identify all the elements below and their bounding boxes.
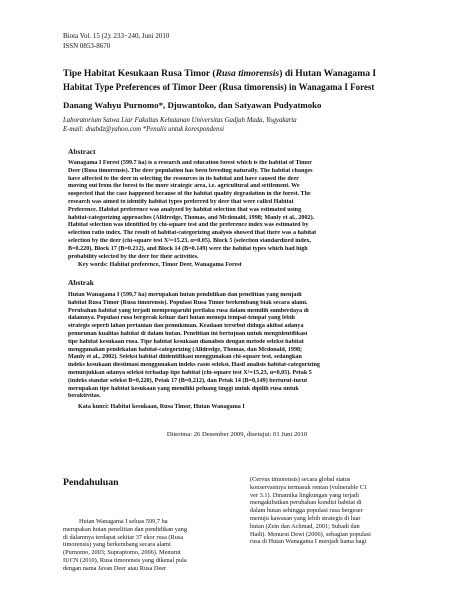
intro-line: menuju kawasan yang lebih strategis di luar [250,514,361,522]
intro-line: Hutan Wanagama I seluas 599,7 ha [79,518,168,525]
abstract-line: moving out from the forest to the more strategic area, i.e. agricultural and settlement. We [68,183,300,190]
intro-line: ver 3.1). Dinamika lingkungan yang terjadi [250,491,359,499]
paper-title-english: Habitat Type Preferences of Timor Deer (Rusa timorensis) in Wanagama I Forest [63,82,375,92]
abstract-line: B=0.220), Block 17 (B=0.212), and Block 14 (B=0.149) were the habitat types which had high [68,245,308,252]
kata-kunci-text: Habitat kesukaan, Rusa Timor, Hutan Wanagama I [110,404,245,410]
abstrak-body [68,292,418,401]
abstrak-line: dalamnya. Populasi rusa bergerak keluar dari hutan menuju tempat-tempat yang lebih [68,315,295,322]
abstract-line: selection ratio index. The result of habitat-categorizing analysis showed that there was a habitat [68,230,317,237]
abstrak-line: menunjukkan adanya seleksi terhadap tipe habitat (chi-square test X²=15,23, α=0,05). Petak 5 [68,369,312,376]
journal-citation: Biota Vol. 15 (2): 233−240, Juni 2010 [63,32,170,40]
abstract-line: Wanagama I Forest (599.7 ha) is a research and education forest which is the habitat of Timor [68,160,312,166]
abstract-line: selection by the deer (chi-square test X²=15.23, α=0.05). Block 5 (selection standardized index, [68,237,311,244]
introduction-heading: Pendahuluan [63,477,119,488]
intro-line: di dalamnya terdapat sekitar 37 ekor rusa (Rusa [63,533,184,541]
intro-line: rusa di Hutan Wanagama I menjadi hama bagi [250,538,367,546]
abstract-line: habitat-categorizing approaches (Alldredge, Thomas, and Mcdonald, 1998; Manly et al., 2002). [68,214,315,221]
title-prefix: Tipe Habitat Kesukaan Rusa Timor ( [63,68,216,79]
intro-line: (Purnomo, 2003; Supraptomo, 2006). Menurut [63,549,181,557]
intro-line: dalam hutan sehingga populasi rusa bergeser [250,507,363,515]
abstract-line: have affected to the deer in selecting the resources in its habitat and have caused the deer [68,175,299,182]
intro-line: merupakan hutan penelitian dan pendidikan yang [63,525,187,533]
received-accepted-dates: Diterima: 26 Desember 2009, disetujui: 01 Juni 2010 [166,431,308,438]
abstract-heading: Abstract [68,147,96,156]
intro-right-column [250,476,430,546]
title-suffix: ) di Hutan Wanagama I [279,68,377,79]
abstrak-line: merupakan tipe habitat kesukaan yang memiliki peluang tinggi untuk dipilih rusa untuk [68,385,299,392]
intro-line: timorensis) yang berkembang secara alami [63,541,171,549]
paper-authors: Danang Wahyu Purnomo*, Djuwantoko, dan Satyawan Pudyatmoko [63,100,322,110]
abstract-line: Habitat selection was identified by chi-square test and the preference index was estimated by [68,222,309,229]
intro-line: konservasinya termasuk rentan (vulnerable C1 [250,483,368,491]
abstrak-line: Manly et al., 2002). Seleksi habitat diidentifikasi menggunakan chi-square test, sedangkan [68,354,302,361]
paper-title [63,68,423,80]
abstrak-line: (indeks standar seleksi B=0,220), Petak 17 (B=0,212), dan Petak 14 (B=0,149) berturut-turut [68,377,308,384]
intro-line: (Cervus timorensis) secara global status [250,476,351,483]
intro-left-column [63,518,243,573]
abstract-line: probability selected by the deer for their activities. [68,253,199,260]
intro-line: Hadi). Menurut Dewi (2006), sebagian populasi [250,530,371,538]
kata-kunci-label: Kata kunci: [78,404,109,410]
keywords-label: Key words: [78,262,108,268]
intro-line: mengakibatkan perubahan kondisi habitat di [250,499,362,507]
abstrak-line: penurunan kualitas habitat di dalam hutan. Penelitian ini bertujuan untuk mengidentifikasi [68,330,308,337]
abstract-body [68,160,418,261]
abstrak-line: habitat Rusa Timor (Rusa timorensis). Populasi Rusa Timor berkembang biak secara alami. [68,299,308,306]
abstrak-line: Perubahan habitat yang terjadi mempengaruhi perilaku rusa dalam memilih sumberdaya di [68,307,309,314]
intro-line: IUCN (2010), Rusa timorensis yang dikenal pula [63,556,187,564]
abstrak-keywords [78,404,418,412]
intro-line: hutan (Zein dan Achmad, 2001; Subadi dan [250,522,360,530]
abstrak-line: tipe habitat kesukaan rusa. Tipe habitat kesukaan dianalisis dengan metode seleksi habitat [68,338,304,345]
abstract-keywords [78,262,418,270]
abstrak-line: beraktivitas. [68,393,101,400]
intro-line: dengan nama Javan Deer atau Rusa Deer [63,564,167,572]
affiliation-email: E-mail: dnabdz@yahoo.com *Penulis untuk korespondensi [63,126,224,133]
abstrak-line: Hutan Wanagama I (599,7 ha) merupakan hutan pendidikan dan penelitian yang menjadi [68,292,302,298]
abstract-line: Preference. Habitat preference was analyzed by habitat selection that was estimated using [68,206,302,213]
abstract-line: research was aimed to identify habitat types preferred by deer that were called Habitat [68,198,294,205]
affiliation-lab: Laboratorium Satwa Liar Fakultas Kehutanan Universitas Gadjah Mada, Yogyakarta [63,117,297,124]
keywords-text: Habitat preference, Timor Deer, Wanagama Forest [109,262,242,268]
abstract-line: suspected that the case happened because of the habitat quality degradation in the forest. The [68,191,311,198]
abstract-line: Deer (Rusa timorensis). The deer population has been breeding naturally. The habitat changes [68,167,313,174]
journal-issn: ISSN 0853-8670 [63,42,111,50]
title-latin: Rusa timorensis [215,68,280,79]
abstrak-line: strategis seperti lahan pertanian dan pemukiman. Keadaan tersebut diduga akibat adanya [68,323,304,330]
abstrak-line: menggunakan pendekatan habitat-categorizing (Alldredge, Thomas, dan Mcdonald, 1998; [68,346,303,353]
abstrak-heading: Abstrak [68,278,94,287]
abstrak-line: indeks kesukaan diestimasi menggunakan indeks rasio seleksi. Hasil analisis habitat-categorizing [68,362,320,369]
